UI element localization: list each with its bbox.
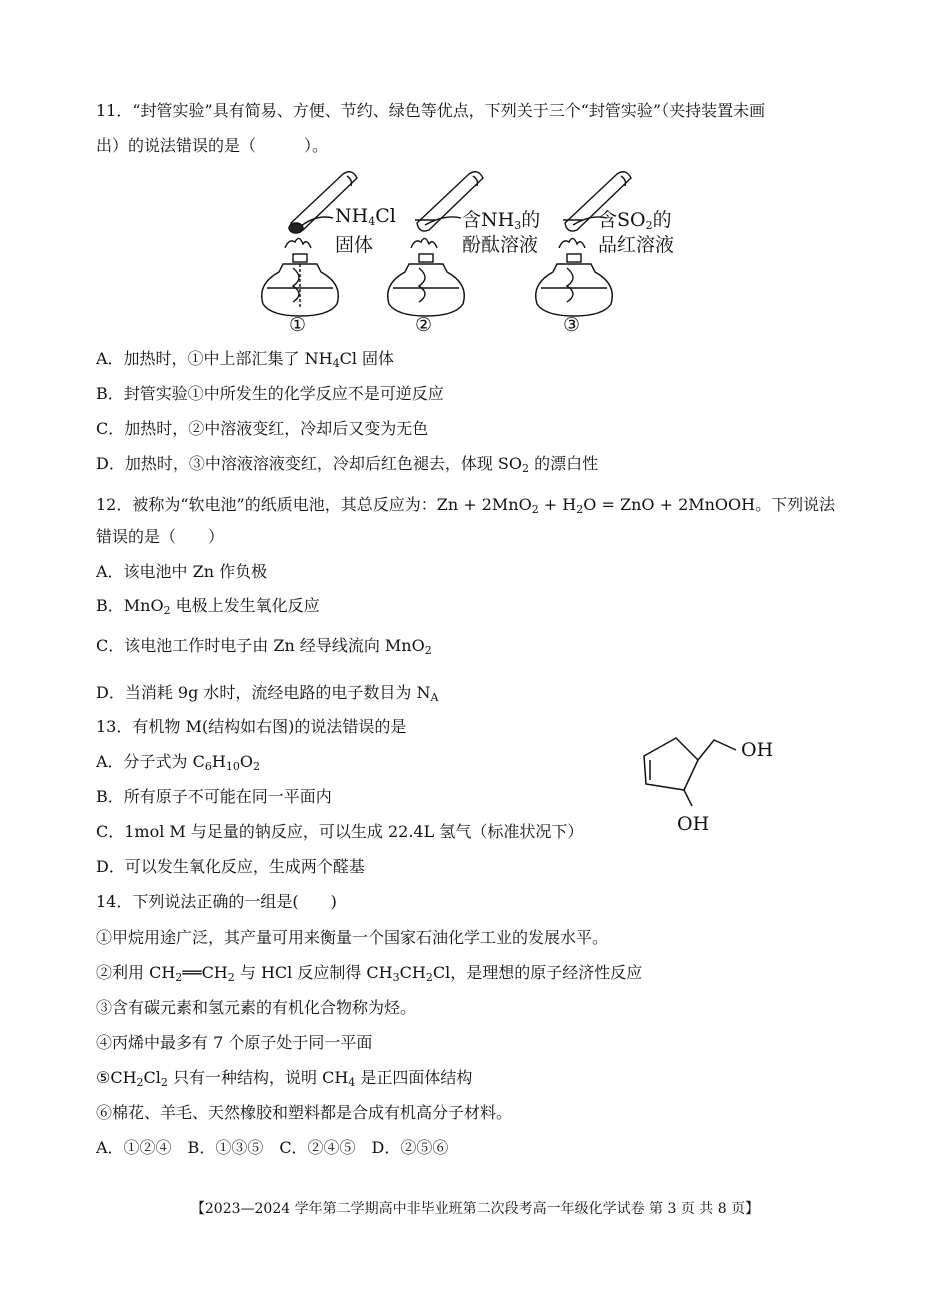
- q12-option-d: D．当消耗 9g 水时，流经电路的电子数目为 $N_A$: [96, 683, 439, 704]
- q13-option-c: C．1mol M 与足量的钠反应，可以生成 22.4L 氢气（标准状况下）: [96, 822, 584, 841]
- setup-1-number: ①: [289, 314, 307, 336]
- q14-statement-1: ①甲烷用途广泛，其产量可用来衡量一个国家石油化学工业的发展水平。: [96, 928, 609, 947]
- struct-oh-top: OH: [741, 739, 774, 761]
- setup-1-label-line2: 固体: [335, 234, 374, 256]
- q12-stem-line2: 错误的是（ ）: [96, 527, 225, 546]
- q14-stem: 14．下列说法正确的一组是( ): [96, 892, 337, 911]
- q12-option-b: B．MnO$_2$ 电极上发生氧化反应: [96, 596, 320, 617]
- q13-option-d: D．可以发生氧化反应，生成两个醛基: [96, 857, 365, 876]
- q13-stem: 13．有机物 M(结构如右图)的说法错误的是: [96, 717, 407, 736]
- q12-stem-line1: 12．被称为“软电池”的纸质电池，其总反应为：$Zn + 2MnO_2 + H_2O$ = ZnO + 2MnOOH。下列说法: [96, 495, 836, 516]
- page-footer: 【2023—2024 学年第二学期高中非毕业班第二次段考高一年级化学试卷 第 3 页 共 8 页】: [190, 1201, 760, 1217]
- q11-stem-line2: 出）的说法错误的是（ ）。: [96, 136, 329, 155]
- q11-option-d: D．加热时，③中溶液溶液变红，冷却后红色褪去，体现 $SO_2$ 的漂白性: [96, 454, 599, 475]
- q13-option-b: B．所有原子不可能在同一平面内: [96, 787, 332, 806]
- q14-statement-5: $⑤CH_2Cl_2$ 只有一种结构，说明 $CH_4$ 是正四面体结构: [96, 1068, 473, 1089]
- setup-2-label: 含$NH_3$的: [462, 209, 541, 232]
- q12-option-c: C．该电池工作时电子由 Zn 经导线流向 MnO$_2$: [96, 636, 432, 657]
- struct-oh-bottom: OH: [677, 813, 710, 835]
- setup-3-label-line2: 品红溶液: [598, 234, 675, 256]
- q14-statement-3: ③含有碳元素和氢元素的有机化合物称为烃。: [96, 998, 417, 1017]
- q14-options: A．①②④ B．①③⑤ C．②④⑤ D．②⑤⑥: [96, 1138, 449, 1157]
- q11-option-a: A．加热时，①中上部汇集了 $NH_4Cl$ 固体: [96, 349, 395, 370]
- setup-3-label: 含$SO_2$的: [598, 209, 672, 232]
- q14-statement-4: ④丙烯中最多有 7 个原子处于同一平面: [96, 1033, 373, 1052]
- q11-option-b: B．封管实验①中所发生的化学反应不是可逆反应: [96, 384, 444, 403]
- q14-statement-6: ⑥棉花、羊毛、天然橡胶和塑料都是合成有机高分子材料。: [96, 1103, 513, 1122]
- setup-2-label-line2: 酚酞溶液: [462, 234, 539, 256]
- q11-stem-line1: 11．“封管实验”具有简易、方便、节约、绿色等优点，下列关于三个“封管实验”（夹持装置未画: [96, 101, 766, 120]
- q12-option-a: A．该电池中 Zn 作负极: [96, 562, 268, 581]
- setup-3-number: ③: [563, 314, 581, 336]
- q13-option-a: A．分子式为 $C_6H_{10}O_2$: [96, 752, 260, 773]
- setup-2-number: ②: [415, 314, 433, 336]
- molecule-m-structure: [636, 734, 746, 818]
- q11-option-c: C．加热时，②中溶液变红，冷却后又变为无色: [96, 419, 429, 438]
- q14-statement-2: ②利用 $CH_2══CH_2$ 与 HCl 反应制得 $CH_3CH_2Cl$，是理想的原子经济性反应: [96, 963, 643, 984]
- setup-1-label: $NH_4Cl$: [335, 205, 396, 228]
